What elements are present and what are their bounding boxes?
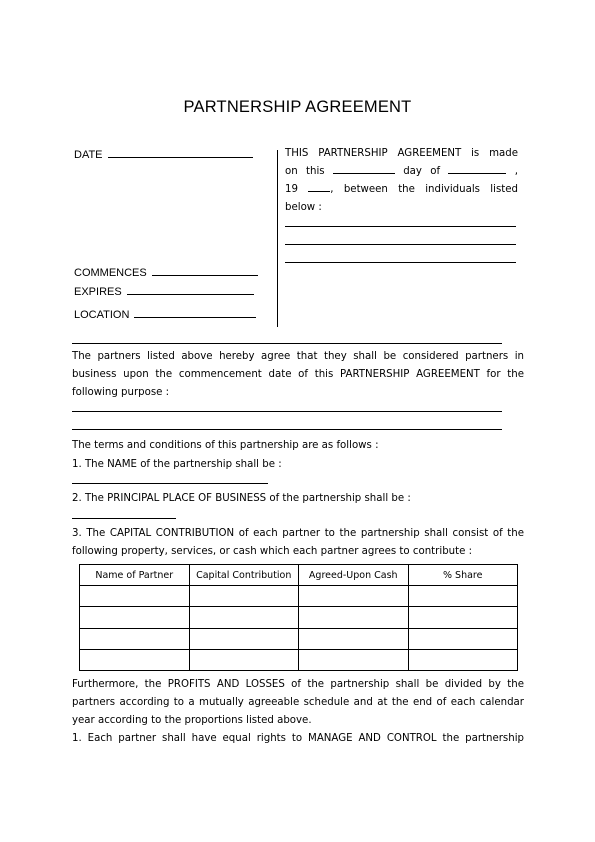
commences-line[interactable] <box>152 266 258 276</box>
partner-line-1[interactable] <box>285 226 516 227</box>
location-line[interactable] <box>134 308 256 318</box>
place-line[interactable] <box>72 518 176 519</box>
commences-label: COMMENCES <box>74 267 147 279</box>
expires-field <box>74 285 254 298</box>
table-header-row <box>80 565 518 586</box>
expires-label: EXPIRES <box>74 286 122 298</box>
month-blank[interactable] <box>448 165 506 174</box>
item-manage-control: 1. Each partner shall have equal rights to MANAGE AND CONTROL the partnership <box>72 733 524 744</box>
commences-field <box>74 266 258 279</box>
item-place-of-business: 2. The PRINCIPAL PLACE OF BUSINESS of the partnership shall be : <box>72 493 411 504</box>
table-cell[interactable] <box>80 607 190 628</box>
intro-line-3: 19 , between the individuals listed <box>285 184 518 195</box>
table-cell[interactable] <box>299 586 409 607</box>
intro-line-4: below : <box>285 202 322 213</box>
table-row <box>80 628 518 649</box>
name-line[interactable] <box>72 483 268 484</box>
agreement-intro <box>285 145 518 217</box>
col-capital-contribution: Capital Contribution <box>189 565 299 586</box>
day-blank[interactable] <box>333 165 395 174</box>
expires-line[interactable] <box>127 285 254 295</box>
date-label: DATE <box>74 149 103 161</box>
table-cell[interactable] <box>189 628 299 649</box>
partner-line-2[interactable] <box>285 244 516 245</box>
document-title: PARTNERSHIP AGREEMENT <box>183 98 412 116</box>
date-field <box>74 148 253 161</box>
location-field <box>74 308 256 321</box>
contribution-table <box>79 564 518 671</box>
table-cell[interactable] <box>299 649 409 670</box>
partner-line-3[interactable] <box>285 262 516 263</box>
column-divider <box>277 150 278 327</box>
purpose-line-1[interactable] <box>72 411 502 412</box>
year-blank[interactable] <box>308 183 330 192</box>
intro-line-1: THIS PARTNERSHIP AGREEMENT is made <box>285 148 518 159</box>
table-cell[interactable] <box>408 607 518 628</box>
item-name: 1. The NAME of the partnership shall be : <box>72 459 282 470</box>
purpose-line-2[interactable] <box>72 429 502 430</box>
intro-line-2: on this day of , <box>285 166 518 177</box>
location-label: LOCATION <box>74 309 130 321</box>
table-cell[interactable] <box>408 586 518 607</box>
table-cell[interactable] <box>80 649 190 670</box>
date-line[interactable] <box>108 148 253 158</box>
table-cell[interactable] <box>299 607 409 628</box>
purpose-paragraph: The partners listed above hereby agree that they shall be considered partners in business upon the commencement date of this PARTNERSHIP AGREEMENT for the following purpose : <box>72 351 524 398</box>
table-cell[interactable] <box>408 649 518 670</box>
section-separator <box>72 343 502 344</box>
col-agreed-upon-cash: Agreed-Upon Cash <box>299 565 409 586</box>
table-row <box>80 586 518 607</box>
table-cell[interactable] <box>80 586 190 607</box>
table-cell[interactable] <box>189 607 299 628</box>
table-cell[interactable] <box>189 586 299 607</box>
item-capital-contribution: 3. The CAPITAL CONTRIBUTION of each partner to the partnership shall consist of the following property, services, or cash which each partner agrees to contribute : <box>72 528 524 557</box>
table-row <box>80 649 518 670</box>
col-name-of-partner: Name of Partner <box>80 565 190 586</box>
col-percent-share: % Share <box>408 565 518 586</box>
table-cell[interactable] <box>408 628 518 649</box>
profits-paragraph: Furthermore, the PROFITS AND LOSSES of the partnership shall be divided by the partners according to a mutually agreeable schedule and at the end of each calendar year according to the proportions listed above. <box>72 679 524 726</box>
terms-intro: The terms and conditions of this partnership are as follows : <box>72 440 379 451</box>
table-cell[interactable] <box>80 628 190 649</box>
table-cell[interactable] <box>299 628 409 649</box>
table-row <box>80 607 518 628</box>
table-cell[interactable] <box>189 649 299 670</box>
